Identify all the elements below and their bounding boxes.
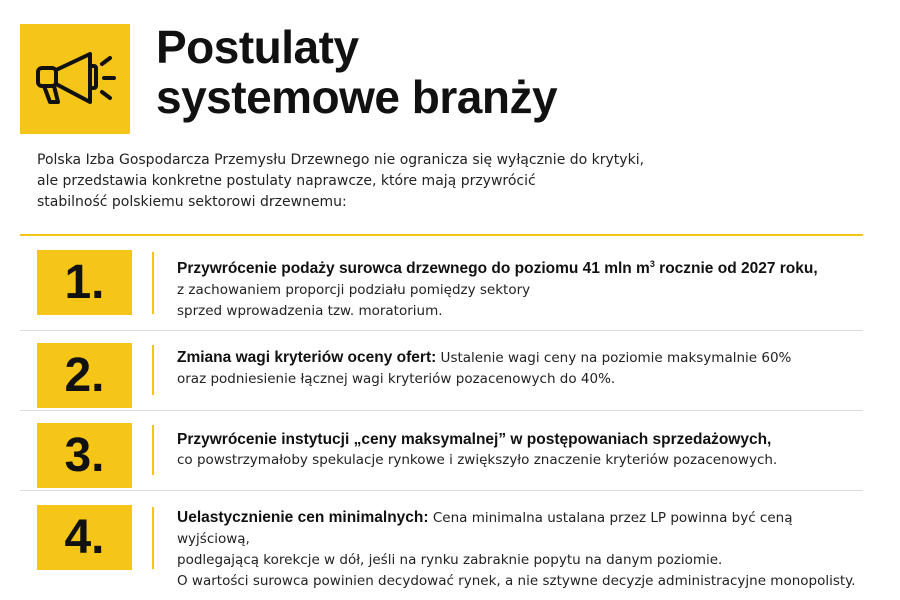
intro-line-3: stabilność polskiemu sektorowi drzewnemu: [37,194,347,210]
item-text [177,507,857,592]
title-line-2: systemowe branży [156,71,558,123]
intro-line-1: Polska Izba Gospodarcza Przemysłu Drzewnego nie ogranicza się wyłącznie do krytyki, [37,152,645,168]
item-line-2: z zachowaniem proporcji podziału pomiędzy sektory [177,282,531,299]
item-line-3: sprzed wprowadzenia tzw. moratorium. [177,303,443,320]
item-separator [20,410,863,411]
title-line-1: Postulaty [156,21,359,73]
item-number-badge: 4. [37,505,132,570]
item-line-2: oraz podniesienie łącznej wagi kryteriów pozacenowych do 40%. [177,371,616,387]
item-lead: Uelastycznienie cen minimalnych: [177,509,429,526]
page-title [156,22,557,122]
item-text [177,347,857,390]
item-accent-line [152,345,154,395]
item-lead: Zmiana wagi kryteriów oceny ofert: [177,349,437,366]
item-text [177,429,857,471]
item-number-badge: 1. [37,250,132,315]
item-separator [20,490,863,491]
item-accent-line [152,507,154,569]
item-line-1-rest: Ustalenie wagi ceny na poziomie maksymalnie 60% [436,350,792,366]
item-number-badge: 3. [37,423,132,488]
intro-paragraph [37,150,677,213]
accent-divider [20,234,863,236]
item-accent-line [152,252,154,314]
item-line-2: co powstrzymałoby spekulacje rynkowe i zwiększyło znaczenie kryteriów pozacenowych. [177,452,778,468]
item-line-3: O wartości surowca powinien decydować rynek, a nie sztywne decyzje administracyjne monopolisty. [177,573,856,589]
megaphone-icon [32,44,118,114]
item-lead: Przywrócenie podaży surowca drzewnego do poziomu 41 mln $m^3$ rocznie od 2027 roku, [177,259,818,278]
logo-box [20,24,130,134]
item-lead: Przywrócenie instytucji „ceny maksymalnej” w postępowaniach sprzedażowych, [177,431,772,448]
item-separator [20,330,863,331]
item-line-1-rest: Cena minimalna ustalana przez LP powinna być ceną wyjściową, [177,510,793,547]
intro-line-2: ale przedstawia konkretne postulaty naprawcze, które mają przywrócić [37,173,536,189]
item-text [177,254,857,322]
item-accent-line [152,425,154,475]
item-number-badge: 2. [37,343,132,408]
item-line-2: podlegającą korekcje w dół, jeśli na rynku zabraknie popytu na danym poziomie. [177,552,723,568]
